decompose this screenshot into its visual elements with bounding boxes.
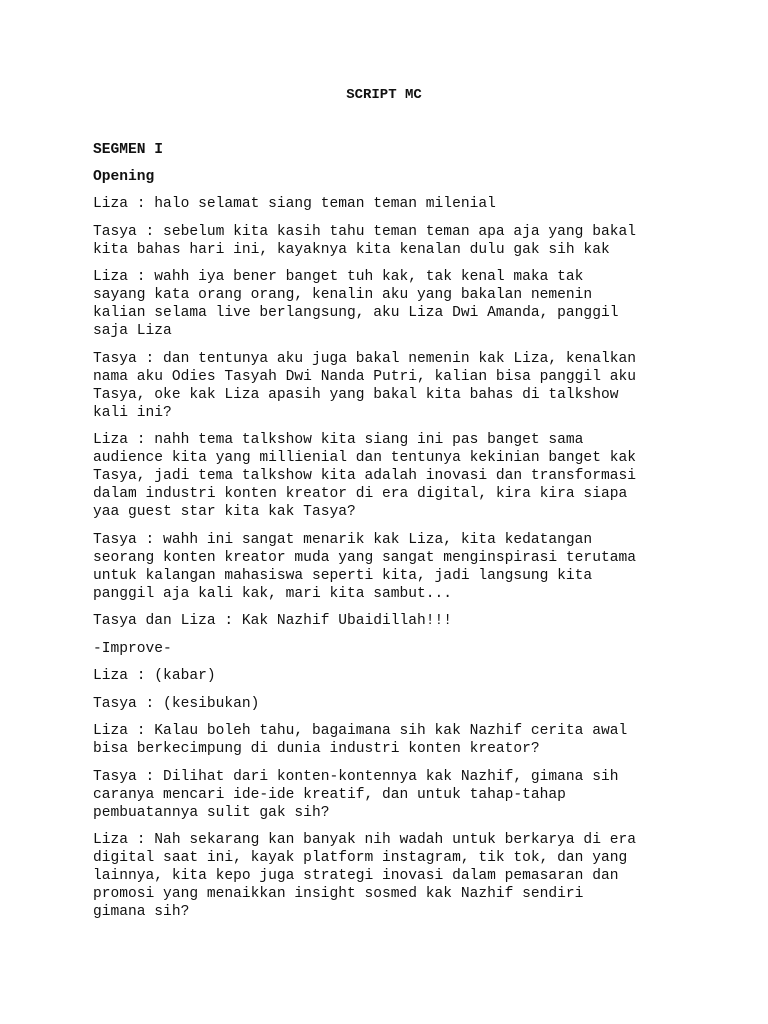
script-line: Liza : nahh tema talkshow kita siang ini pas banget sama audience kita yang millienial dan tentunya kekinian banget kak Tasya, jadi tema talkshow kita adalah inovasi dan transformasi dalam industri konten kreator di era digital, kira kira siapa yaa guest star kita kak Tasya? xyxy=(93,432,636,520)
script-line: Liza : Kalau boleh tahu, bagaimana sih kak Nazhif cerita awal bisa berkecimpung di dunia industri konten kreator? xyxy=(93,723,628,757)
section-heading: Opening xyxy=(93,169,155,185)
script-line: Tasya : wahh ini sangat menarik kak Liza, kita kedatangan seorang konten kreator muda yang sangat menginspirasi terutama untuk kalangan mahasiswa seperti kita, jadi langsung kita panggil aja kali kak, mari kita sambut... xyxy=(93,531,636,602)
script-line: Liza : halo selamat siang teman teman milenial xyxy=(93,196,496,212)
document-body xyxy=(93,141,683,931)
script-line: Tasya : (kesibukan) xyxy=(93,695,260,712)
script-line: -Improve- xyxy=(93,640,172,657)
script-line: Liza : (kabar) xyxy=(93,668,216,684)
script-line: Liza : wahh iya bener banget tuh kak, tak kenal maka tak sayang kata orang orang, kenalin aku yang bakalan nemenin kalian selama live berlangsung, aku Liza Dwi Amanda, panggil saja Liza xyxy=(93,269,619,339)
document-title: SCRIPT MC xyxy=(346,87,422,103)
segment-heading: SEGMEN I xyxy=(93,142,164,158)
script-line: Tasya : Dilihat dari konten-kontennya kak Nazhif, gimana sih caranya mencari ide-ide kreatif, dan untuk tahap-tahap pembuatannya sulit gak sih? xyxy=(93,768,619,821)
script-line: Tasya : dan tentunya aku juga bakal nemenin kak Liza, kenalkan nama aku Odies Tasyah Dwi Nanda Putri, kalian bisa panggil aku Tasya, oke kak Liza apasih yang bakal kita bahas di talkshow kali ini? xyxy=(93,350,636,421)
script-line: Liza : Nah sekarang kan banyak nih wadah untuk berkarya di era digital saat ini, kayak platform instagram, tik tok, dan yang lainnya, kita kepo juga strategi inovasi dalam pemasaran dan promosi yang menaikkan insight sosmed kak Nazhif sendiri gimana sih? xyxy=(93,832,636,920)
script-line: Tasya dan Liza : Kak Nazhif Ubaidillah!!! xyxy=(93,613,453,629)
script-line: Tasya : sebelum kita kasih tahu teman teman apa aja yang bakal kita bahas hari ini, kayaknya kita kenalan dulu gak sih kak xyxy=(93,223,636,258)
